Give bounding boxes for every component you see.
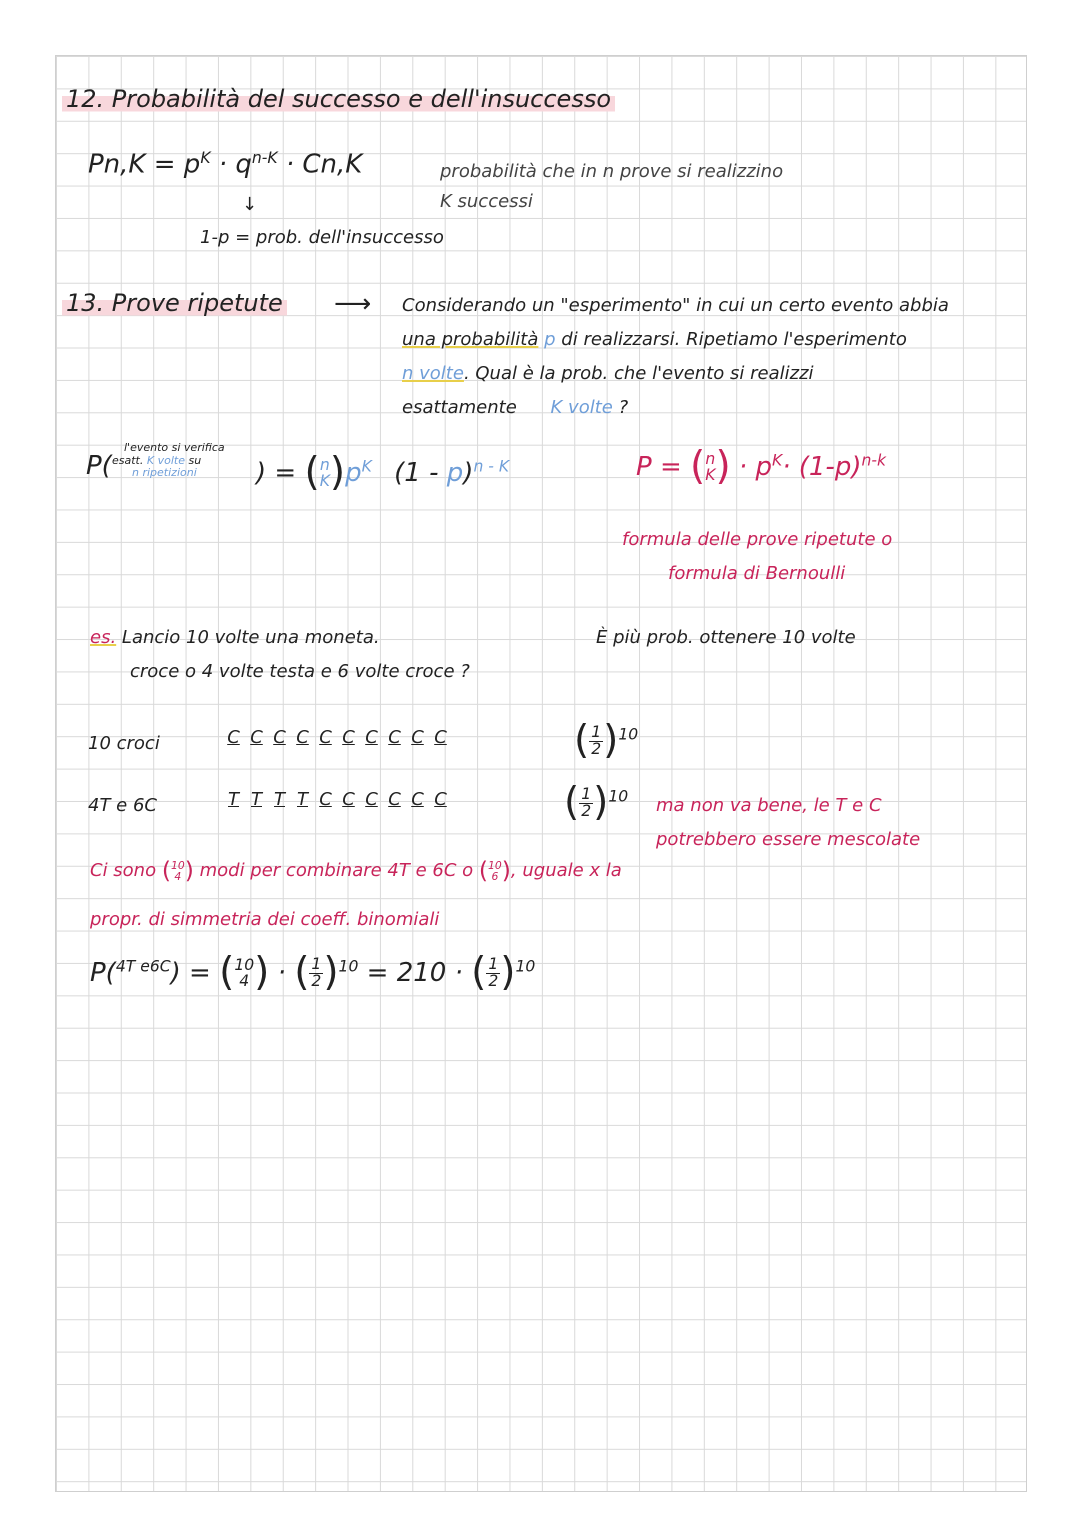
note-line-1: ma non va bene, le T e C	[656, 795, 882, 816]
note-line-2: potrebbero essere mescolate	[656, 829, 921, 850]
text-line-2: una probabilità p di realizzarsi. Ripetiamo l'esperimento	[402, 329, 907, 350]
row2-probability: ( $\frac{1}{2}$ )$^{10}$	[564, 780, 629, 825]
section-13-title: 13. Prove ripetute	[62, 290, 287, 316]
formula-binomial: ) = ( n K )$p^K$ (1 - p)$^{n - K}$	[256, 450, 510, 495]
down-arrow-icon: ↓	[242, 194, 258, 215]
combinations-line-2: propr. di simmetria dei coeff. binomiali	[90, 909, 440, 930]
section-12-title: 12. Probabilità del successo e dell'insuccesso	[62, 86, 615, 112]
example-line-1: es. Lancio 10 volte una moneta.	[90, 627, 380, 648]
event-description: l'evento si verifica esatt. K volte su n ripetizioni	[112, 441, 225, 480]
insuccesso-note: 1-p = prob. dell'insuccesso	[200, 227, 444, 248]
formula-description-2: K successi	[440, 191, 533, 212]
row2-coins: T T T T C C C C C C	[228, 789, 447, 810]
p-open: P(	[86, 451, 112, 481]
text-line-4: esattamente K volte ?	[402, 397, 629, 418]
example-line-2: croce o 4 volte testa e 6 volte croce ?	[130, 661, 470, 682]
formula-name-2: formula di Bernoulli	[668, 563, 846, 584]
text-line-3: n volte. Qual è la prob. che l'evento si realizzi	[402, 363, 814, 384]
combinations-line-1: Ci sono ( 10 4 ) modi per combinare 4T e 6C o ( 10 6 ), uguale x la	[90, 856, 622, 884]
formula-pnk: $Pn,K = p^K \cdot q^{n-K} \cdot Cn,K$	[88, 149, 363, 180]
right-arrow-icon: ⟶	[334, 289, 372, 319]
row1-label: 10 croci	[88, 733, 160, 754]
row2-label: 4T e 6C	[88, 795, 157, 816]
row1-probability: ( $\frac{1}{2}$ )$^{10}$	[574, 718, 639, 763]
final-probability: P($^{4T e6C}$) = ( 10 4 ) · ( $\frac{1}{2}$ )$^{10}$ = 210 · ( $\frac{1}{2}$ )$^{10}$	[90, 950, 536, 995]
grid-paper	[55, 55, 1027, 1492]
example-question: È più prob. ottenere 10 volte	[596, 627, 856, 648]
formula-name-1: formula delle prove ripetute o	[622, 529, 893, 550]
bernoulli-formula: P = ( n K ) · $p^K\cdot (1-p)^{n-k}$	[636, 444, 887, 489]
text-line-1: Considerando un "esperimento" in cui un certo evento abbia	[402, 295, 949, 316]
formula-description-1: probabilità che in n prove si realizzino	[440, 161, 784, 182]
row1-coins: C C C C C C C C C C	[227, 727, 447, 748]
